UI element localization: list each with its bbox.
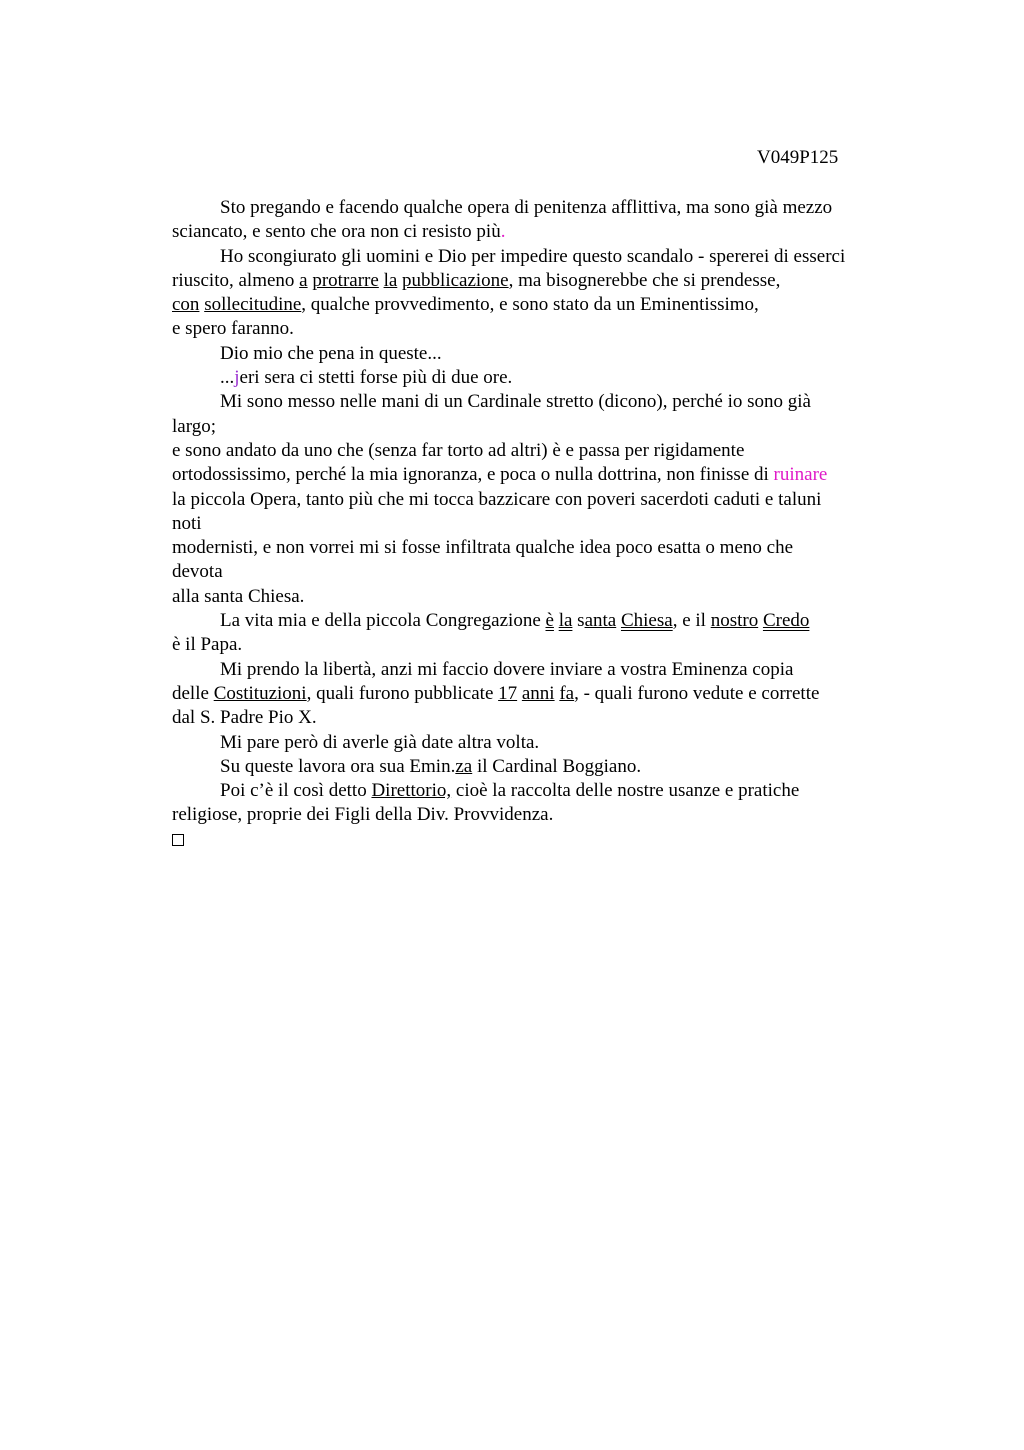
text-segment: religiose, proprie dei Figli della Div. Provvidenza.	[172, 804, 554, 826]
text-segment: il Cardinal Boggiano.	[472, 755, 642, 777]
letter-body	[172, 196, 900, 852]
text-line	[172, 415, 900, 439]
text-segment: Ho scongiurato gli uomini e Dio per impedire questo scandalo - spererei di esserci	[220, 245, 846, 267]
text-segment: devota	[172, 561, 223, 583]
text-line	[172, 463, 900, 487]
text-line	[172, 439, 900, 463]
styled-text-segment: la	[383, 269, 398, 291]
text-line	[172, 317, 900, 341]
text-segment: e spero faranno.	[172, 318, 294, 340]
text-segment: cioè la raccolta delle nostre usanze e pratiche	[451, 780, 800, 802]
text-segment: alla santa Chiesa.	[172, 585, 305, 607]
text-line	[172, 803, 900, 827]
text-line	[172, 512, 900, 536]
styled-text-segment: nostro	[710, 610, 759, 632]
text-line	[172, 609, 900, 633]
styled-text-segment: Credo	[762, 610, 810, 632]
text-segment: noti	[172, 512, 202, 534]
text-segment: delle	[172, 682, 214, 704]
text-line	[172, 658, 900, 682]
text-segment: , ma bisognerebbe che si prendesse,	[508, 269, 781, 291]
text-segment: Mi pare però di averle già date altra volta.	[220, 731, 540, 753]
text-segment: ortodossissimo, perché la mia ignoranza, e poca o nulla dottrina, non finisse di	[172, 464, 774, 486]
text-line	[172, 366, 900, 390]
styled-text-segment: è	[545, 610, 554, 632]
text-line	[172, 342, 900, 366]
text-segment: Su queste lavora ora sua Emin.	[220, 755, 456, 777]
styled-text-segment: .	[500, 221, 506, 243]
text-line	[172, 779, 900, 803]
text-segment: Poi c’è il così detto	[220, 780, 372, 802]
text-line	[172, 196, 900, 220]
text-segment: , - quali furono vedute e corrette	[574, 682, 820, 704]
styled-text-segment: Chiesa	[620, 610, 673, 632]
end-marker	[172, 828, 900, 852]
text-segment: dal S. Padre Pio X.	[172, 707, 317, 729]
text-line	[172, 585, 900, 609]
styled-text-segment: con	[172, 294, 200, 316]
text-segment: , quali furono pubblicate	[306, 682, 499, 704]
text-segment: La vita mia e della piccola Congregazione	[220, 610, 546, 632]
text-segment: Mi sono messo nelle mani di un Cardinale stretto (dicono), perché io sono già	[220, 391, 811, 413]
page-reference: V049P125	[757, 147, 839, 168]
text-line	[172, 755, 900, 779]
empty-square-icon	[172, 834, 184, 846]
text-line	[172, 293, 900, 317]
styled-text-segment: za	[455, 755, 473, 777]
styled-text-segment: protrarre	[312, 269, 379, 291]
text-line	[172, 536, 900, 560]
styled-text-segment: anta	[584, 610, 617, 632]
text-line	[172, 560, 900, 584]
text-segment: la piccola Opera, tanto più che mi tocca bazzicare con poveri sacerdoti caduti e taluni	[172, 488, 822, 510]
text-line	[172, 390, 900, 414]
styled-text-segment: j	[234, 367, 240, 389]
text-line	[172, 731, 900, 755]
text-segment: e sono andato da uno che (senza far torto ad altri) è e passa per rigidamente	[172, 439, 745, 461]
text-segment: largo;	[172, 415, 216, 437]
styled-text-segment: la	[558, 610, 573, 632]
text-segment: Mi prendo la libertà, anzi mi faccio dovere inviare a vostra Eminenza copia	[220, 658, 794, 680]
text-line	[172, 269, 900, 293]
text-segment: riuscito, almeno	[172, 269, 300, 291]
styled-text-segment: a	[299, 269, 308, 291]
text-line	[172, 682, 900, 706]
text-segment: è il Papa.	[172, 634, 243, 656]
styled-text-segment: sollecitudine	[204, 294, 302, 316]
styled-text-segment: 17	[498, 682, 518, 704]
text-segment: , qualche provvedimento, e sono stato da un Eminentissimo,	[301, 294, 759, 316]
text-segment: , e il	[672, 610, 711, 632]
text-segment: Sto pregando e facendo qualche opera di penitenza afflittiva, ma sono già mezzo	[220, 197, 833, 218]
text-line	[172, 488, 900, 512]
text-segment: ...	[220, 367, 235, 389]
styled-text-segment: Direttorio,	[371, 780, 452, 802]
text-segment: Dio mio che pena in queste...	[220, 342, 442, 364]
styled-text-segment: ruinare	[773, 464, 828, 486]
styled-text-segment: Costituzioni	[213, 682, 307, 704]
text-segment: sciancato, e sento che ora non ci resisto più	[172, 221, 501, 243]
text-segment: eri sera ci stetti forse più di due ore.	[239, 367, 513, 389]
text-line	[172, 706, 900, 730]
styled-text-segment: pubblicazione	[402, 269, 509, 291]
text-segment: modernisti, e non vorrei mi si fosse infiltrata qualche idea poco esatta o meno che	[172, 537, 793, 559]
text-segment: s	[572, 610, 585, 632]
styled-text-segment: anni	[521, 682, 555, 704]
text-line	[172, 245, 900, 269]
text-line	[172, 633, 900, 657]
styled-text-segment: fa	[559, 682, 575, 704]
letter-lines	[172, 196, 900, 828]
text-line	[172, 220, 900, 244]
